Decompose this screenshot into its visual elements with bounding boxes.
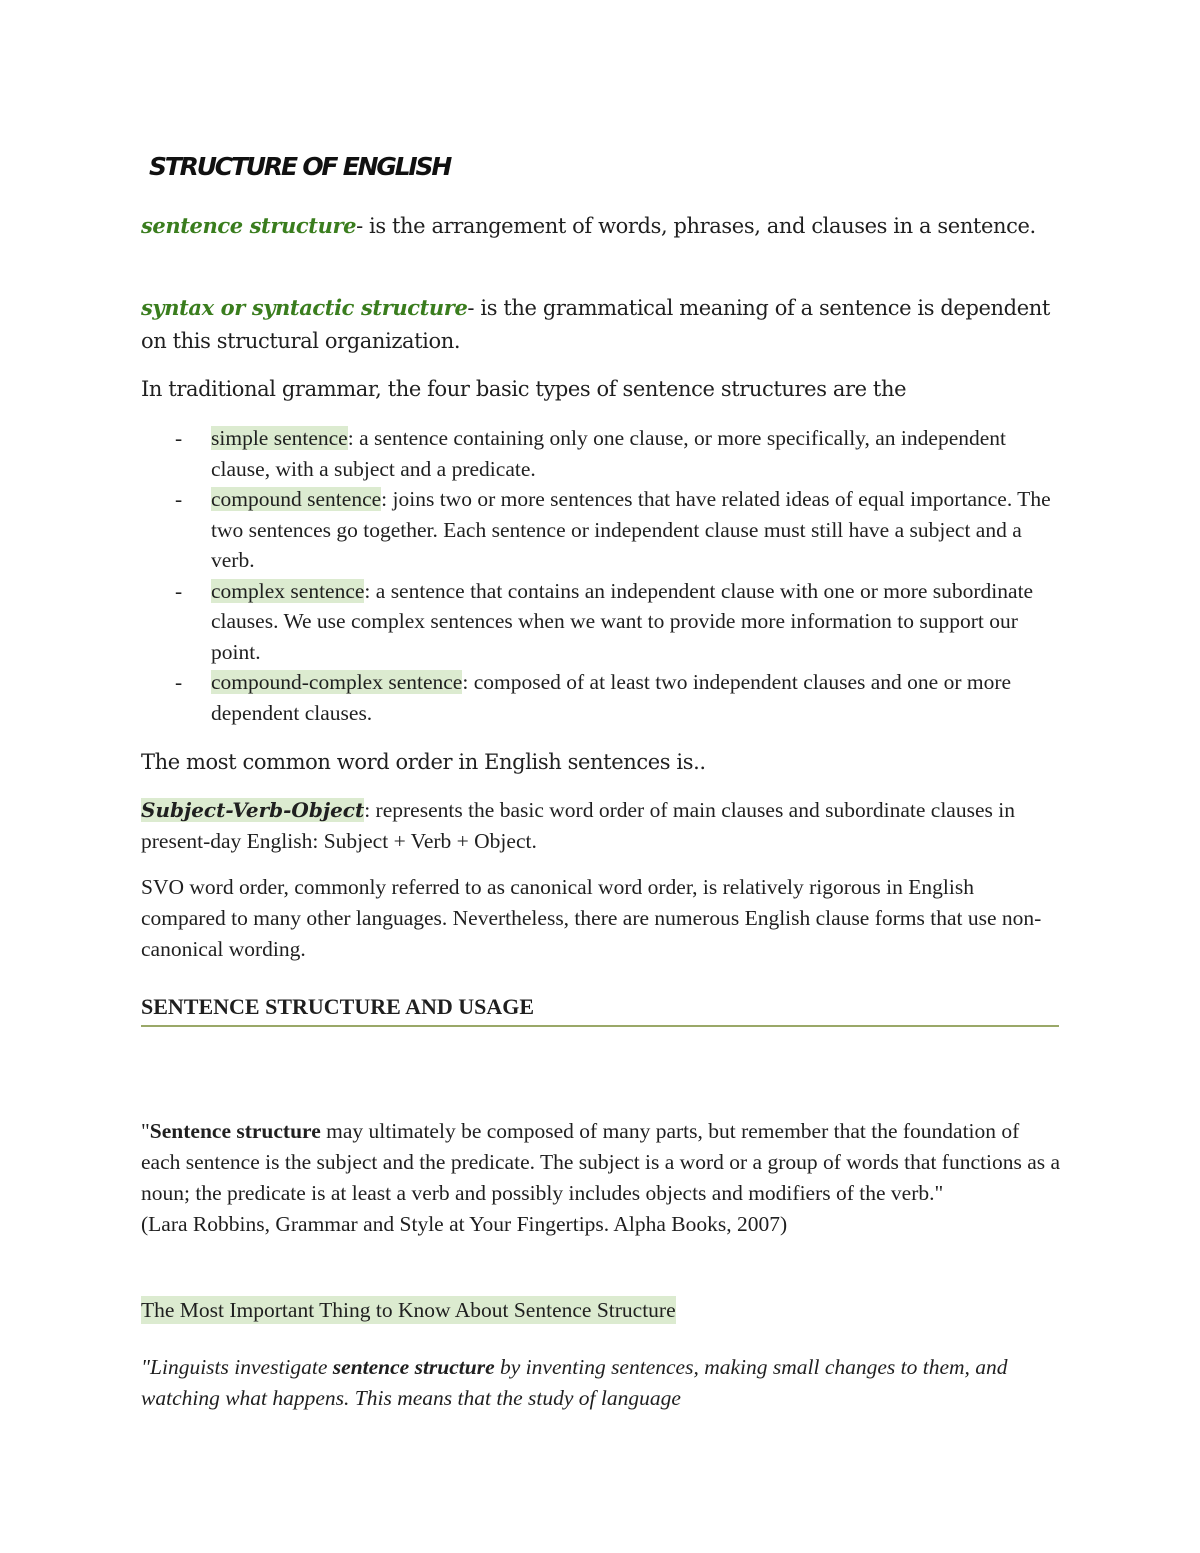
list-dash: - [175,426,183,450]
term-svo: Subject-Verb-Object [141,798,365,822]
section-heading: SENTENCE STRUCTURE AND USAGE [141,992,1059,1027]
definition-syntax [141,291,1061,358]
sentence-types-list [141,423,1061,728]
list-item-text: : a sentence that contains an independent clause with one or more subordinate clauses. We use complex sentences when we want to provide more information to support our point. [211,578,1034,664]
quote-open: "Linguists investigate [141,1355,333,1379]
quote-bold-term: sentence structure [332,1355,495,1379]
list-dash: - [175,487,183,511]
definition-text: - is the grammatical meaning of a sentence is dependent on this structural organization. [141,296,1050,353]
quote-robbins [141,1116,1061,1240]
word-order-intro: The most common word order in English sentences is.. [141,750,706,774]
list-item-text: : composed of at least two independent clauses and one or more dependent clauses. [211,670,1012,725]
svo-definition [141,795,1061,857]
subheading: The Most Important Thing to Know About Sentence Structure [141,1298,676,1322]
svo-text: : represents the basic word order of main clauses and subordinate clauses in present-day English: Subject + Verb + Object. [141,798,1015,853]
intro-paragraph: In traditional grammar, the four basic types of sentence structures are the [141,377,907,401]
list-dash: - [175,670,183,694]
quote-citation: (Lara Robbins, Grammar and Style at Your Fingertips. Alpha Books, 2007) [141,1212,788,1236]
term-syntax: syntax or syntactic structure [141,295,468,320]
list-item-term: complex sentence [211,578,365,603]
list-item-term: simple sentence [211,426,348,450]
list-item [141,484,1061,576]
list-item [141,576,1061,668]
definition-text: - is the arrangement of words, phrases, and clauses in a sentence. [356,214,1036,238]
quote-linguists [141,1352,1061,1414]
quote-open: " [141,1119,150,1143]
list-dash: - [175,578,183,603]
list-item-term: compound-complex sentence [211,670,463,694]
document-title: STRUCTURE OF ENGLISH [149,152,451,181]
term-sentence-structure: sentence structure [141,213,357,238]
quote-bold-term: Sentence structure [149,1119,321,1143]
list-item-text: : joins two or more sentences that have related ideas of equal importance. The two sentences go together. Each sentence or independent clause must still have a subject and a verb. [211,487,1051,572]
list-item [141,667,1061,728]
quote-text: may ultimately be composed of many parts, but remember that the foundation of each sentence is the subject and the predicate. The subject is a word or a group of words that functions as a noun; the predicate is at least a verb and possibly includes objects and modifiers of the verb." [141,1119,1061,1205]
svo-paragraph: SVO word order, commonly referred to as canonical word order, is relatively rigorous in English compared to many other languages. Nevertheless, there are numerous English clause forms that use non-canonical wording. [141,875,1042,961]
list-item-term: compound sentence [211,487,382,511]
list-item [141,423,1061,484]
quote-text: by inventing sentences, making small changes to them, and watching what happens. This means that the study of language [141,1355,1008,1410]
definition-sentence-structure [141,209,1061,243]
list-item-text: : a sentence containing only one clause, or more specifically, an independent clause, with a subject and a predicate. [211,426,1007,481]
